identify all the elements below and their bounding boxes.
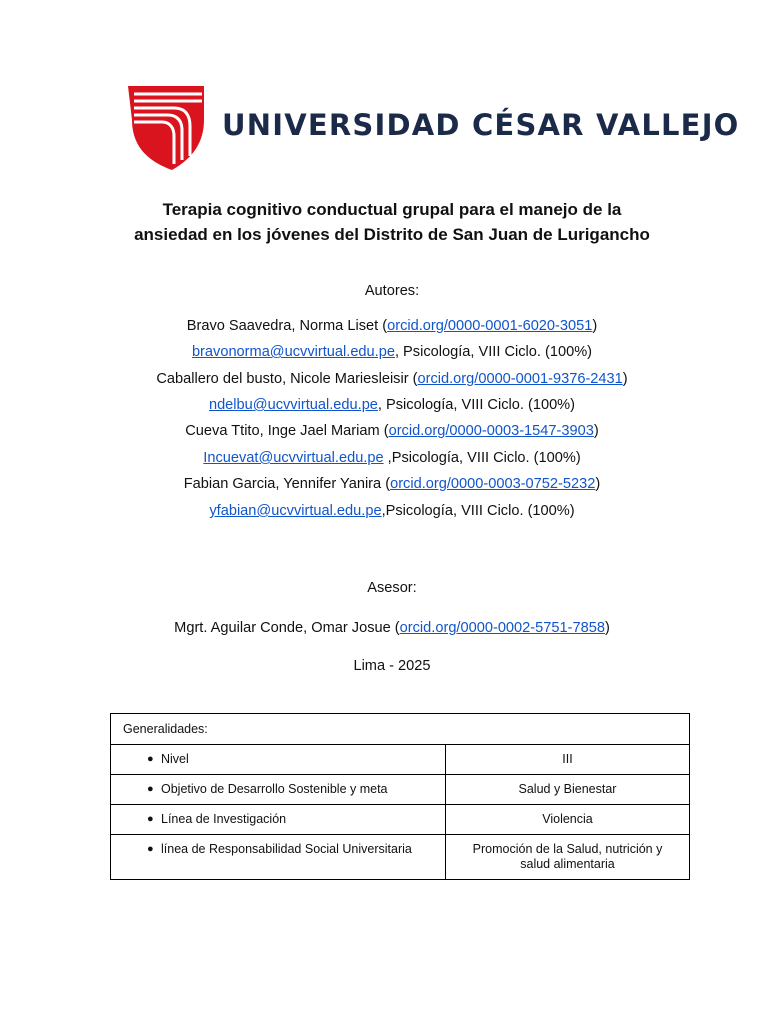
paren-close: ): [622, 371, 628, 387]
author-name: Fabian Garcia, Yennifer Yanira (: [183, 476, 391, 492]
paren-close: ): [604, 620, 610, 636]
orcid-link[interactable]: orcid.org/0000-0002-5751-7858: [399, 620, 605, 636]
row-label: [111, 745, 446, 775]
row-label: [111, 835, 446, 880]
author-line: [40, 316, 744, 336]
orcid-link[interactable]: orcid.org/0000-0003-1547-3903: [388, 423, 594, 439]
label-text: Línea de Investigación: [161, 812, 287, 826]
email-link[interactable]: bravonorma@ucvvirtual.edu.pe: [191, 344, 395, 360]
row-value: Violencia: [446, 805, 690, 835]
table-row: [111, 775, 690, 805]
author-email-line: [40, 342, 744, 362]
email-link[interactable]: yfabian@ucvvirtual.edu.pe: [209, 503, 382, 519]
title-line: ansiedad en los jóvenes del Distrito de San Juan de Lurigancho: [134, 225, 650, 244]
label-text: línea de Responsabilidad Social Universitaria: [161, 842, 412, 856]
row-value: III: [446, 745, 690, 775]
email-link[interactable]: ndelbu@ucvvirtual.edu.pe: [208, 397, 378, 413]
table-row: [111, 745, 690, 775]
author-detail: ,Psicología, VIII Ciclo. (100%): [383, 450, 581, 466]
table-header: Generalidades:: [111, 714, 690, 745]
authors-label: Autores:: [364, 283, 420, 299]
table-header-row: [111, 714, 690, 745]
row-label: [111, 775, 446, 805]
label-text: Objetivo de Desarrollo Sostenible y meta: [161, 782, 388, 796]
email-link[interactable]: Incuevat@ucvvirtual.edu.pe: [203, 450, 384, 466]
orcid-link[interactable]: orcid.org/0000-0001-6020-3051: [387, 318, 593, 334]
advisor-line: [40, 618, 744, 638]
paren-close: ): [593, 423, 599, 439]
ucv-shield-icon: [128, 86, 204, 170]
author-line: [40, 421, 744, 441]
orcid-link[interactable]: orcid.org/0000-0003-0752-5232: [390, 476, 596, 492]
orcid-link[interactable]: orcid.org/0000-0001-9376-2431: [417, 371, 623, 387]
author-name: Bravo Saavedra, Norma Liset (: [186, 318, 388, 334]
author-detail: ,Psicología, VIII Ciclo. (100%): [381, 503, 575, 519]
advisor-label: Asesor:: [367, 580, 417, 596]
author-line: [40, 474, 744, 494]
row-value: Salud y Bienestar: [446, 775, 690, 805]
university-logo: [128, 86, 740, 170]
table-row: [111, 835, 690, 880]
row-label: [111, 805, 446, 835]
bullet-icon: ●: [147, 843, 154, 855]
author-detail: , Psicología, VIII Ciclo. (100%): [377, 397, 576, 413]
document-title: [60, 197, 724, 247]
bullet-icon: ●: [147, 753, 154, 765]
author-name: Cueva Ttito, Inge Jael Mariam (: [185, 423, 389, 439]
author-line: [40, 369, 744, 389]
bullet-icon: ●: [147, 783, 154, 795]
place-date: Lima - 2025: [353, 658, 431, 674]
title-line: Terapia cognitivo conductual grupal para el manejo de la: [162, 200, 622, 219]
university-name: UNIVERSIDAD CÉSAR VALLEJO: [222, 108, 740, 142]
paren-close: ): [592, 318, 598, 334]
author-name: Caballero del busto, Nicole Mariesleisir (: [156, 371, 418, 387]
table-row: [111, 805, 690, 835]
advisor-name: Mgrt. Aguilar Conde, Omar Josue (: [174, 620, 400, 636]
label-text: Nivel: [161, 752, 189, 766]
author-email-line: [40, 501, 744, 521]
paren-close: ): [595, 476, 601, 492]
row-value: Promoción de la Salud, nutrición y salud alimentaria: [446, 835, 690, 880]
generalities-table: [110, 713, 690, 880]
author-detail: , Psicología, VIII Ciclo. (100%): [394, 344, 593, 360]
author-email-line: [40, 448, 744, 468]
author-email-line: [40, 395, 744, 415]
bullet-icon: ●: [147, 813, 154, 825]
